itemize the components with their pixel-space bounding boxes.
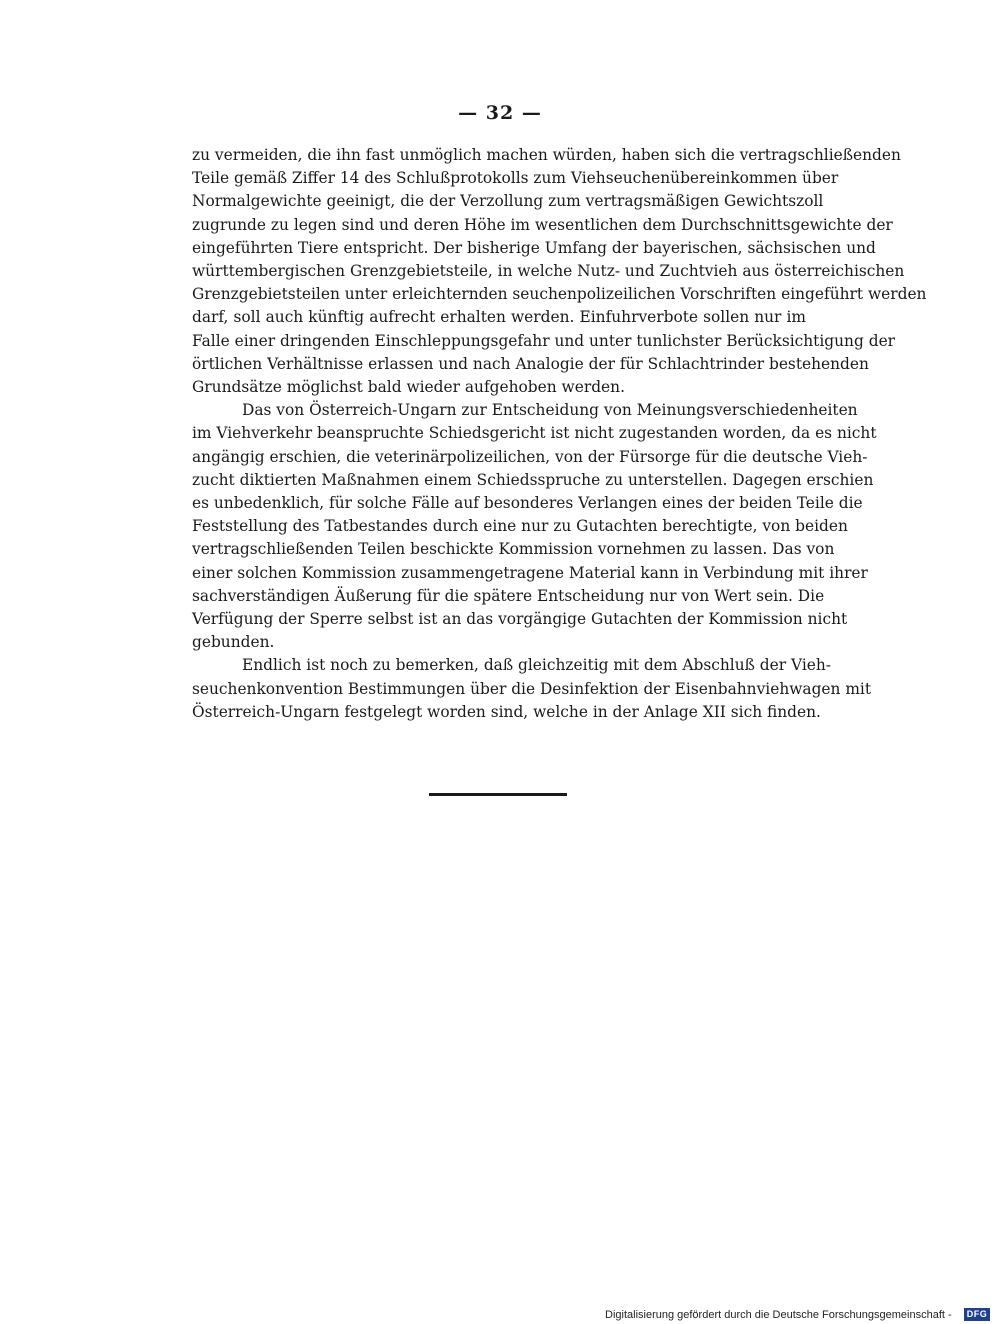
end-rule — [429, 793, 567, 796]
text-line: vertragschließenden Teilen beschickte Kommission vornehmen zu lassen. Das von — [192, 540, 835, 559]
body-text — [192, 144, 927, 724]
text-line: einer solchen Kommission zusammengetragene Material kann in Verbindung mit ihrer — [192, 563, 868, 582]
text-line: zu vermeiden, die ihn fast unmöglich machen würden, haben sich die vertragschließenden — [192, 146, 901, 164]
text-line: angängig erschien, die veterinärpolizeilichen, von der Fürsorge für die deutsche Vieh- — [192, 447, 868, 466]
text-line: darf, soll auch künftig aufrecht erhalten werden. Einfuhrverbote sollen nur im — [192, 308, 806, 327]
text-line: es unbedenklich, für solche Fälle auf besonderes Verlangen eines der beiden Teile die — [192, 494, 863, 513]
digitization-credit: Digitalisierung gefördert durch die Deutsche Forschungsgemeinschaft - — [605, 1309, 952, 1321]
text-line: württembergischen Grenzgebietsteile, in welche Nutz- und Zuchtvieh aus österreichischen — [192, 262, 905, 281]
text-line: örtlichen Verhältnisse erlassen und nach Analogie der für Schlachtrinder bestehenden — [192, 354, 869, 373]
paragraph-1 — [192, 144, 927, 399]
paragraph-2 — [192, 399, 877, 654]
text-line: eingeführten Tiere entspricht. Der bisherige Umfang der bayerischen, sächsischen und — [192, 238, 876, 257]
text-line: im Viehverkehr beanspruchte Schiedsgericht ist nicht zugestanden worden, da es nicht — [192, 424, 877, 443]
page-number: — 32 — — [458, 102, 542, 124]
text-line: Endlich ist noch zu bemerken, daß gleichzeitig mit dem Abschluß der Vieh- — [242, 656, 831, 675]
text-line: Österreich-Ungarn festgelegt worden sind, welche in der Anlage XII sich finden. — [192, 702, 821, 721]
text-line: Grenzgebietsteilen unter erleichternden seuchenpolizeilichen Vorschriften eingeführt werden — [192, 285, 927, 304]
paragraph-3 — [192, 654, 872, 724]
text-line: sachverständigen Äußerung für die spätere Entscheidung nur von Wert sein. Die — [192, 586, 825, 605]
text-line: Feststellung des Tatbestandes durch eine nur zu Gutachten berechtigte, von beiden — [192, 517, 848, 536]
text-line: Grundsätze möglichst bald wieder aufgehoben werden. — [192, 378, 625, 397]
text-line: zugrunde zu legen sind und deren Höhe im wesentlichen dem Durchschnittsgewichte der — [192, 215, 893, 234]
text-line: Das von Österreich-Ungarn zur Entscheidung von Meinungsverschiedenheiten — [242, 401, 858, 420]
text-line: Teile gemäß Ziffer 14 des Schlußprotokolls zum Viehseuchenübereinkommen über — [192, 169, 839, 188]
dfg-logo: DFG — [964, 1308, 990, 1321]
text-line: zucht diktierten Maßnahmen einem Schiedsspruche zu unterstellen. Dagegen erschien — [192, 470, 874, 489]
text-line: Falle einer dringenden Einschleppungsgefahr und unter tunlichster Berücksichtigung der — [192, 331, 896, 350]
text-line: Verfügung der Sperre selbst ist an das vorgängige Gutachten der Kommission nicht — [192, 610, 848, 629]
text-line: gebunden. — [192, 633, 275, 652]
text-line: seuchenkonvention Bestimmungen über die Desinfektion der Eisenbahnviehwagen mit — [192, 679, 872, 698]
text-line: Normalgewichte geeinigt, die der Verzollung zum vertragsmäßigen Gewichtszoll — [192, 192, 824, 211]
